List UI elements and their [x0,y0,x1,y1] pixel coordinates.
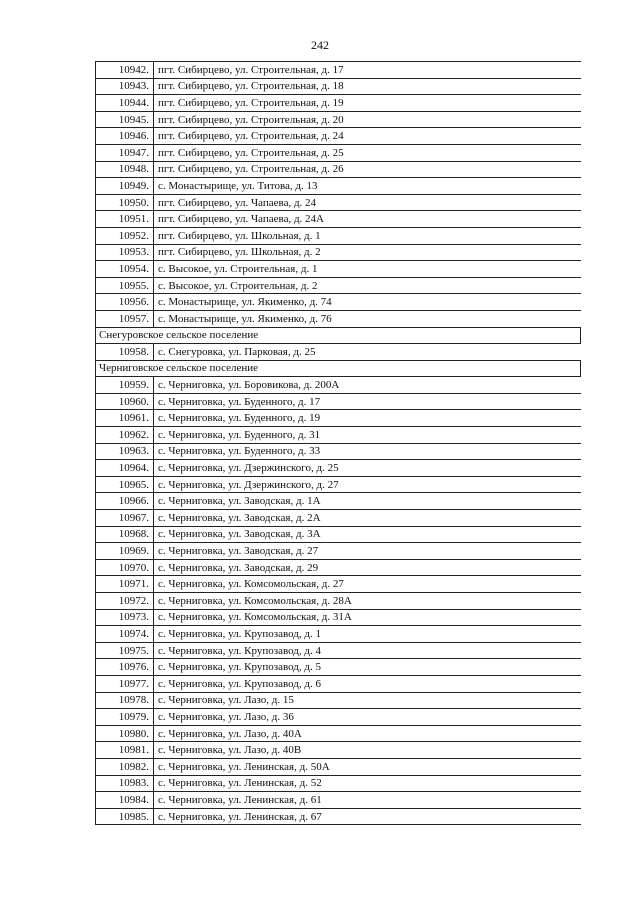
entry-number: 10958. [96,344,154,361]
entry-number: 10957. [96,310,154,327]
entry-address: с. Монастырище, ул. Якименко, д. 76 [154,310,581,327]
entry-number: 10946. [96,128,154,145]
table-row [96,642,581,659]
table-row [96,194,581,211]
entry-number: 10985. [96,808,154,825]
table-row [96,576,581,593]
entry-address: пгт. Сибирцево, ул. Строительная, д. 20 [154,111,581,128]
table-row [96,111,581,128]
entry-number: 10963. [96,443,154,460]
table-row [96,675,581,692]
table-row [96,128,581,145]
table-row [96,758,581,775]
entry-address: с. Монастырище, ул. Якименко, д. 74 [154,294,581,311]
entry-address: с. Черниговка, ул. Буденного, д. 17 [154,393,581,410]
table-row [96,725,581,742]
section-label: Снегуровское сельское поселение [96,327,581,344]
entry-number: 10942. [96,62,154,79]
entry-address: с. Черниговка, ул. Буденного, д. 33 [154,443,581,460]
table-row [96,294,581,311]
entry-number: 10961. [96,410,154,427]
table-row [96,593,581,610]
address-register-table [95,61,581,825]
table-row [96,526,581,543]
entry-number: 10960. [96,393,154,410]
entry-address: с. Черниговка, ул. Заводская, д. 2А [154,510,581,527]
entry-number: 10966. [96,493,154,510]
table-row [96,144,581,161]
entry-address: пгт. Сибирцево, ул. Чапаева, д. 24А [154,211,581,228]
table-row [96,393,581,410]
entry-number: 10955. [96,277,154,294]
entry-address: пгт. Сибирцево, ул. Строительная, д. 26 [154,161,581,178]
entry-number: 10970. [96,559,154,576]
entry-address: с. Черниговка, ул. Лазо, д. 36 [154,709,581,726]
entry-address: с. Черниговка, ул. Ленинская, д. 67 [154,808,581,825]
table-row [96,510,581,527]
entry-number: 10959. [96,377,154,394]
entry-number: 10949. [96,178,154,195]
entry-address: с. Черниговка, ул. Лазо, д. 40В [154,742,581,759]
entry-address: с. Черниговка, ул. Крупозавод, д. 4 [154,642,581,659]
entry-address: с. Черниговка, ул. Буденного, д. 19 [154,410,581,427]
entry-number: 10947. [96,144,154,161]
entry-address: с. Черниговка, ул. Дзержинского, д. 25 [154,460,581,477]
section-header-row [96,327,581,344]
entry-address: с. Черниговка, ул. Заводская, д. 1А [154,493,581,510]
table-row [96,211,581,228]
entry-address: пгт. Сибирцево, ул. Школьная, д. 1 [154,227,581,244]
entry-number: 10984. [96,792,154,809]
page-number: 242 [311,38,329,52]
entry-address: с. Черниговка, ул. Ленинская, д. 50А [154,758,581,775]
entry-address: пгт. Сибирцево, ул. Строительная, д. 19 [154,95,581,112]
entry-address: с. Высокое, ул. Строительная, д. 2 [154,277,581,294]
entry-address: пгт. Сибирцево, ул. Строительная, д. 25 [154,144,581,161]
entry-address: с. Снегуровка, ул. Парковая, д. 25 [154,344,581,361]
table-row [96,261,581,278]
entry-address: с. Высокое, ул. Строительная, д. 1 [154,261,581,278]
entry-address: пгт. Сибирцево, ул. Школьная, д. 2 [154,244,581,261]
entry-address: с. Черниговка, ул. Ленинская, д. 61 [154,792,581,809]
entry-address: с. Черниговка, ул. Лазо, д. 15 [154,692,581,709]
entry-number: 10965. [96,476,154,493]
entry-address: с. Черниговка, ул. Крупозавод, д. 5 [154,659,581,676]
entry-address: с. Черниговка, ул. Боровикова, д. 200А [154,377,581,394]
table-row [96,310,581,327]
entry-address: с. Черниговка, ул. Крупозавод, д. 1 [154,626,581,643]
table-row [96,609,581,626]
table-row [96,808,581,825]
entry-number: 10979. [96,709,154,726]
entry-number: 10969. [96,543,154,560]
table-row [96,78,581,95]
entry-number: 10950. [96,194,154,211]
table-row [96,626,581,643]
entry-number: 10978. [96,692,154,709]
entry-address: с. Черниговка, ул. Ленинская, д. 52 [154,775,581,792]
entry-address: с. Черниговка, ул. Крупозавод, д. 6 [154,675,581,692]
entry-address: с. Черниговка, ул. Комсомольская, д. 31А [154,609,581,626]
entry-number: 10980. [96,725,154,742]
entry-address: с. Черниговка, ул. Заводская, д. 3А [154,526,581,543]
table-row [96,95,581,112]
table-row [96,244,581,261]
table-row [96,792,581,809]
entry-address: с. Черниговка, ул. Комсомольская, д. 28А [154,593,581,610]
table-row [96,559,581,576]
entry-number: 10976. [96,659,154,676]
entry-address: пгт. Сибирцево, ул. Чапаева, д. 24 [154,194,581,211]
section-header-row [96,360,581,377]
table-row [96,460,581,477]
entry-address: с. Черниговка, ул. Буденного, д. 31 [154,427,581,444]
table-row [96,742,581,759]
entry-number: 10968. [96,526,154,543]
table-row [96,178,581,195]
entry-number: 10953. [96,244,154,261]
entry-number: 10974. [96,626,154,643]
entry-number: 10944. [96,95,154,112]
table-row [96,410,581,427]
table-row [96,709,581,726]
entry-address: с. Черниговка, ул. Заводская, д. 27 [154,543,581,560]
entry-address: с. Черниговка, ул. Лазо, д. 40А [154,725,581,742]
entry-number: 10973. [96,609,154,626]
table-row [96,543,581,560]
entry-number: 10971. [96,576,154,593]
entry-number: 10948. [96,161,154,178]
entry-address: пгт. Сибирцево, ул. Строительная, д. 24 [154,128,581,145]
entry-address: с. Черниговка, ул. Дзержинского, д. 27 [154,476,581,493]
entry-number: 10977. [96,675,154,692]
table-row [96,62,581,79]
table-row [96,344,581,361]
entry-number: 10975. [96,642,154,659]
entry-number: 10952. [96,227,154,244]
entry-address: с. Монастырище, ул. Титова, д. 13 [154,178,581,195]
table-row [96,377,581,394]
table-row [96,277,581,294]
entry-number: 10962. [96,427,154,444]
entry-number: 10967. [96,510,154,527]
table-row [96,443,581,460]
table-row [96,476,581,493]
entry-address: с. Черниговка, ул. Комсомольская, д. 27 [154,576,581,593]
table-row [96,659,581,676]
entry-number: 10943. [96,78,154,95]
entry-address: с. Черниговка, ул. Заводская, д. 29 [154,559,581,576]
entry-number: 10954. [96,261,154,278]
entry-address: пгт. Сибирцево, ул. Строительная, д. 18 [154,78,581,95]
entry-number: 10981. [96,742,154,759]
table-row [96,161,581,178]
entry-number: 10964. [96,460,154,477]
entry-number: 10972. [96,593,154,610]
table-row [96,775,581,792]
table-row [96,692,581,709]
table-row [96,493,581,510]
section-label: Черниговское сельское поселение [96,360,581,377]
entry-number: 10956. [96,294,154,311]
entry-number: 10982. [96,758,154,775]
entry-number: 10983. [96,775,154,792]
table-row [96,427,581,444]
table-row [96,227,581,244]
address-register-body [96,62,581,825]
entry-number: 10945. [96,111,154,128]
entry-number: 10951. [96,211,154,228]
entry-address: пгт. Сибирцево, ул. Строительная, д. 17 [154,62,581,79]
